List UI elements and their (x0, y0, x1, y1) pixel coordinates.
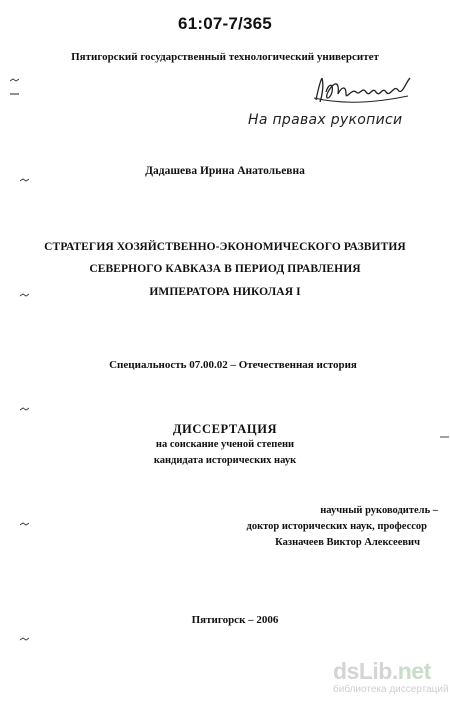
margin-mark (20, 522, 29, 527)
margin-mark (20, 407, 29, 412)
archive-code: 61:07-7/365 (178, 14, 272, 33)
dissertation-title-line-2: СЕВЕРНОГО КАВКАЗА В ПЕРИОД ПРАВЛЕНИЯ (89, 263, 361, 275)
margin-mark (10, 92, 19, 97)
handwritten-note: На правах рукописи (248, 112, 403, 128)
dissertation-title-line-1: СТРАТЕГИЯ ХОЗЯЙСТВЕННО-ЭКОНОМИЧЕСКОГО РАЗВИТИЯ (44, 241, 406, 253)
specialty: Специальность 07.00.02 – Отечественная история (109, 359, 357, 371)
advisor-degree: доктор исторических наук, профессор (246, 521, 427, 532)
degree-line-2: кандидата исторических наук (153, 455, 297, 466)
advisor-name: Казначеев Виктор Алексеевич (275, 537, 420, 548)
watermark (333, 658, 449, 702)
watermark-logo (333, 658, 431, 684)
author-name: Дадашева Ирина Анатольевна (145, 165, 305, 177)
dissertation-title-line-3: ИМПЕРАТОРА НИКОЛАЯ I (149, 286, 301, 298)
margin-mark (10, 78, 19, 83)
handwritten-signature (310, 72, 415, 108)
city-year: Пятигорск – 2006 (191, 614, 279, 626)
university-name: Пятигорский государственный технологический университет (71, 51, 379, 63)
dissertation-heading: ДИССЕРТАЦИЯ (172, 422, 278, 436)
margin-mark (20, 178, 29, 183)
margin-mark (20, 637, 29, 642)
watermark-logo-main: dsLib (333, 658, 392, 684)
degree-line-1: на соискание ученой степени (155, 439, 295, 450)
watermark-subtitle: библиотека диссертаций (333, 684, 449, 695)
watermark-logo-tld: .net (391, 658, 431, 684)
advisor-role: научный руководитель – (320, 505, 438, 516)
